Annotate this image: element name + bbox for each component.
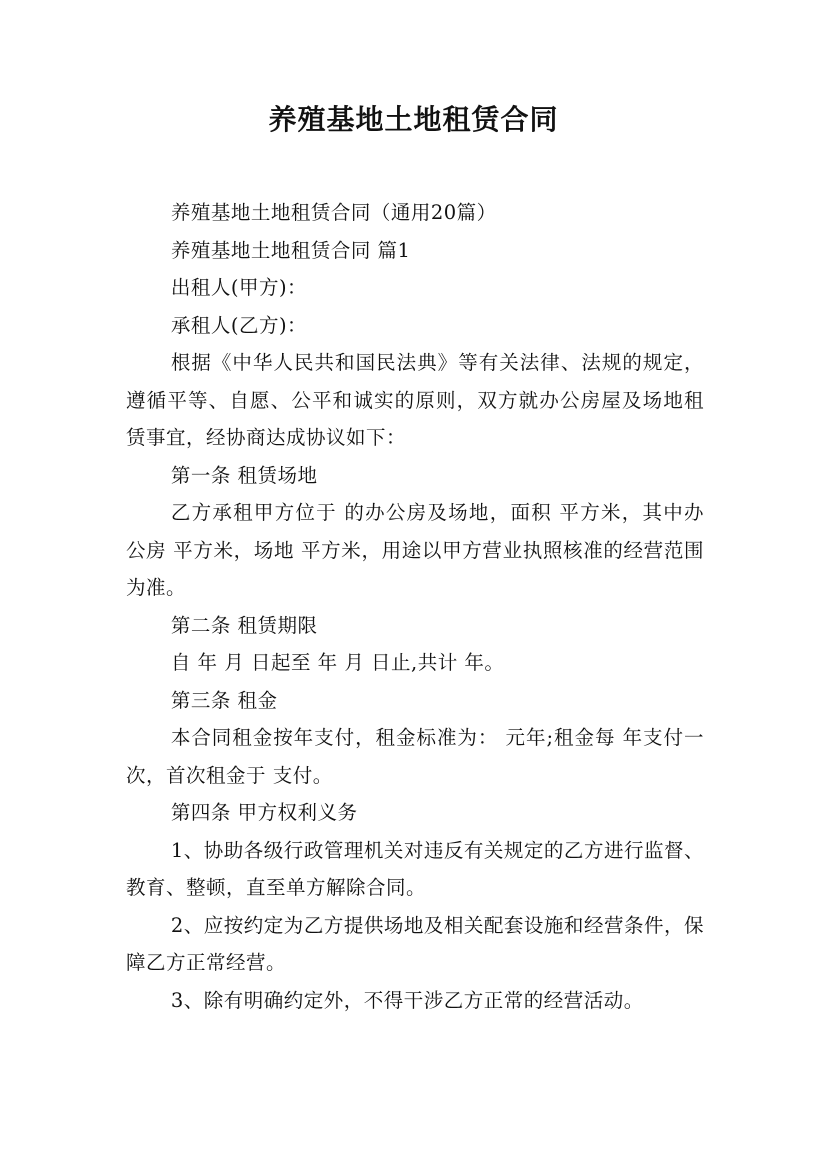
paragraph-lessee: 承租人(乙方)： — [170, 313, 308, 337]
document-body — [126, 194, 704, 1019]
paragraph-preamble: 根据《中华人民共和国民法典》等有关法律、法规的规定，遵循平等、自愿、公平和诚实的原则，双方就办公房屋及场地租赁事宜，经协商达成协议如下： — [126, 351, 704, 449]
document-title: 养殖基地土地租赁合同 — [268, 103, 559, 136]
paragraph-lessor: 出租人(甲方)： — [170, 276, 308, 299]
article-4-item-2: 2、应按约定为乙方提供场地及相关配套设施和经营条件，保障乙方正常经营。 — [126, 913, 704, 974]
paragraph-heading-collection: 养殖基地土地租赁合同（通用20篇） — [170, 201, 497, 224]
article-4-item-1: 1、协助各级行政管理机关对违反有关规定的乙方进行监督、教育、整顿，直至单方解除合同。 — [126, 838, 704, 899]
article-3-body: 本合同租金按年支付，租金标准为： 元年;租金每 年支付一次，首次租金于 支付。 — [126, 726, 704, 787]
article-4-item-3: 3、除有明确约定外，不得干涉乙方正常的经营活动。 — [170, 988, 644, 1012]
article-1-body: 乙方承租甲方位于 的办公房及场地，面积 平方米，其中办公房 平方米，场地 平方米，用途以甲方营业执照核准的经营范围为准。 — [126, 501, 704, 599]
article-3-heading: 第三条 租金 — [170, 688, 278, 712]
article-2-heading: 第二条 租赁期限 — [170, 613, 318, 637]
paragraph-chapter-heading: 养殖基地土地租赁合同 篇1 — [170, 238, 411, 262]
article-1-heading: 第一条 租赁场地 — [170, 463, 318, 487]
article-2-body: 自 年 月 日起至 年 月 日止,共计 年。 — [170, 651, 505, 674]
article-4-heading: 第四条 甲方权利义务 — [170, 801, 358, 824]
